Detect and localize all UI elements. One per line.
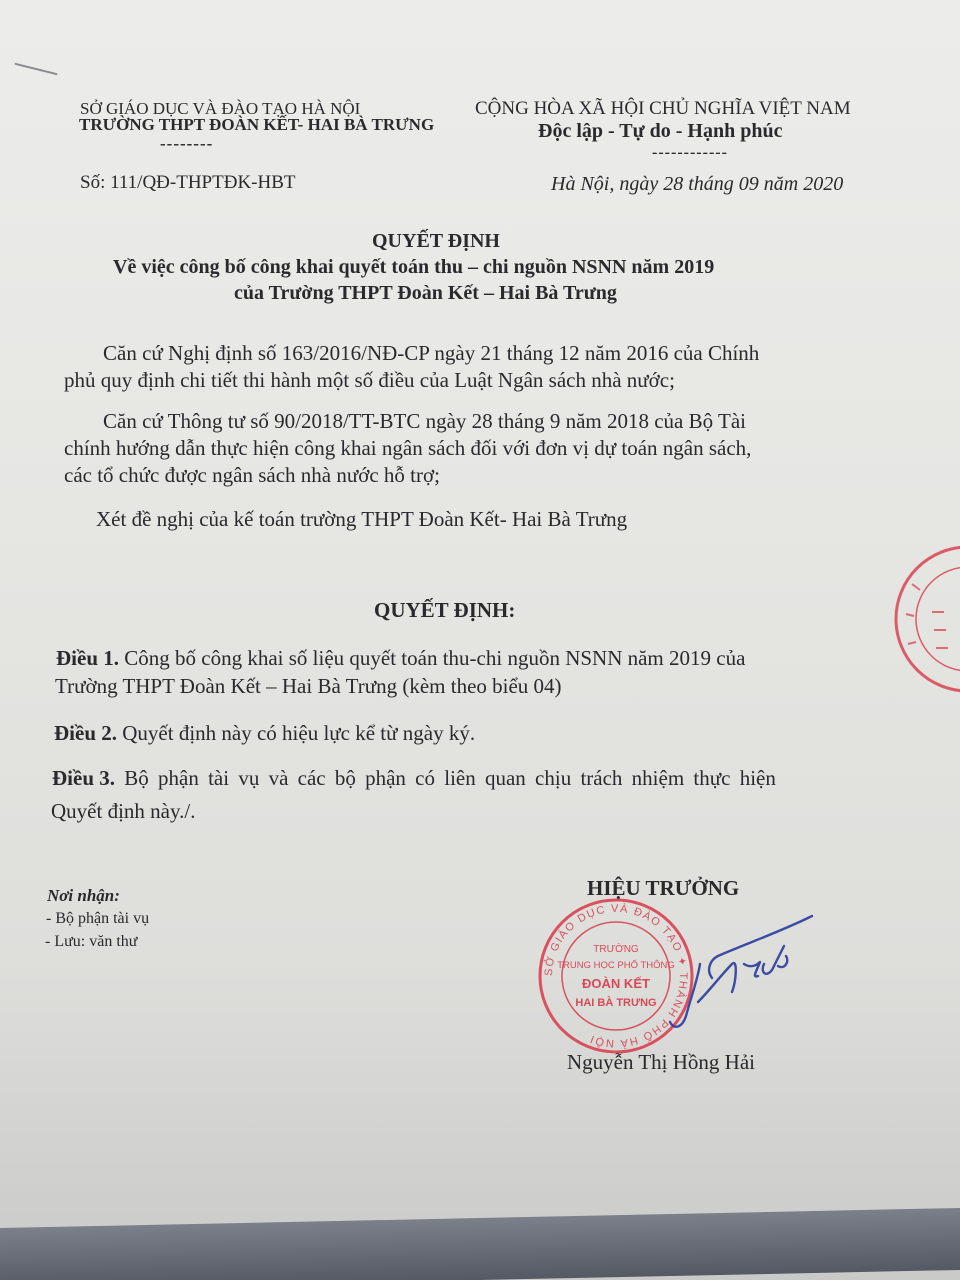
recipient-item: - Lưu: văn thư (45, 933, 138, 950)
school-name: TRƯỜNG THPT ĐOÀN KẾT- HAI BÀ TRƯNG (79, 115, 435, 134)
article-1-line2: Trường THPT Đoàn Kết – Hai Bà Trưng (kèm theo biểu 04) (55, 674, 562, 698)
preamble-p2-line1: Căn cứ Thông tư số 90/2018/TT-BTC ngày 28 tháng 9 năm 2018 của Bộ Tài (103, 409, 746, 433)
preamble-p3: Xét đề nghị của kế toán trường THPT Đoàn Kết- Hai Bà Trưng (96, 507, 628, 531)
subject-line-1: Về việc công bố công khai quyết toán thu – chi nguồn NSNN năm 2019 (113, 256, 715, 278)
article-1-label: Điều 1. (56, 646, 119, 670)
right-divider: ------------ (652, 144, 728, 161)
recipient-item: - Bộ phận tài vụ (46, 910, 150, 927)
country-name: CỘNG HÒA XÃ HỘI CHỦ NGHĨA VIỆT NAM (475, 98, 851, 119)
stamp-line-3: ĐOÀN KẾT (582, 976, 650, 991)
desk-background (0, 1208, 960, 1280)
motto: Độc lập - Tự do - Hạnh phúc (538, 120, 783, 142)
decision-articles-heading: QUYẾT ĐỊNH: (374, 598, 516, 622)
pencil-mark (14, 63, 57, 76)
article-3-line2: Quyết định này./. (51, 799, 196, 823)
article-3-line1 (52, 764, 776, 793)
stamp-line-4: HAI BÀ TRƯNG (575, 997, 657, 1009)
article-3-label: Điều 3. (52, 766, 115, 790)
subject-line-2: của Trường THPT Đoàn Kết – Hai Bà Trưng (234, 282, 617, 304)
preamble-p1-line2: phủ quy định chi tiết thi hành một số điều của Luật Ngân sách nhà nước; (64, 368, 675, 392)
document-number: Số: 111/QĐ-THPTĐK-HBT (80, 172, 296, 193)
article-2 (54, 719, 475, 748)
left-divider: -------- (160, 134, 214, 153)
recipients-label: Nơi nhận: (47, 886, 120, 905)
decision-heading: QUYẾT ĐỊNH (372, 230, 500, 252)
article-2-label: Điều 2. (54, 721, 117, 745)
preamble-p2-line2: chính hướng dẫn thực hiện công khai ngân sách đối với đơn vị dự toán ngân sách, (64, 436, 752, 460)
signer-name: Nguyễn Thị Hồng Hải (567, 1050, 756, 1074)
article-3-text: Bộ phận tài vụ và các bộ phận có liên quan chịu trách nhiệm thực hiện (115, 766, 776, 790)
stamp-line-1: TRƯỜNG (593, 944, 639, 955)
article-1-text: Công bố công khai số liệu quyết toán thu-chi nguồn NSNN năm 2019 của (119, 646, 746, 670)
stamp-line-2: TRUNG HỌC PHỔ THÔNG (557, 960, 675, 971)
place-date: Hà Nội, ngày 28 tháng 09 năm 2020 (551, 173, 844, 195)
article-1-line1 (56, 644, 745, 673)
ministry-name: SỞ GIÁO DỤC VÀ ĐÀO TẠO HÀ NỘI (80, 99, 361, 118)
signer-title: HIỆU TRƯỞNG (587, 876, 740, 900)
handwritten-signature (640, 912, 820, 1032)
stamp-ring-text: SỞ GIÁO DỤC VÀ ĐÀO TẠO ✦ THÀNH PHỐ HÀ NỘI (542, 902, 690, 1050)
page-edge-stamp (892, 544, 960, 694)
preamble-p2-line3: các tổ chức được ngân sách nhà nước hỗ trợ; (64, 463, 440, 487)
preamble-p1-line1: Căn cứ Nghị định số 163/2016/NĐ-CP ngày 21 tháng 12 năm 2016 của Chính (103, 341, 760, 365)
article-2-text: Quyết định này có hiệu lực kể từ ngày ký. (117, 721, 476, 745)
